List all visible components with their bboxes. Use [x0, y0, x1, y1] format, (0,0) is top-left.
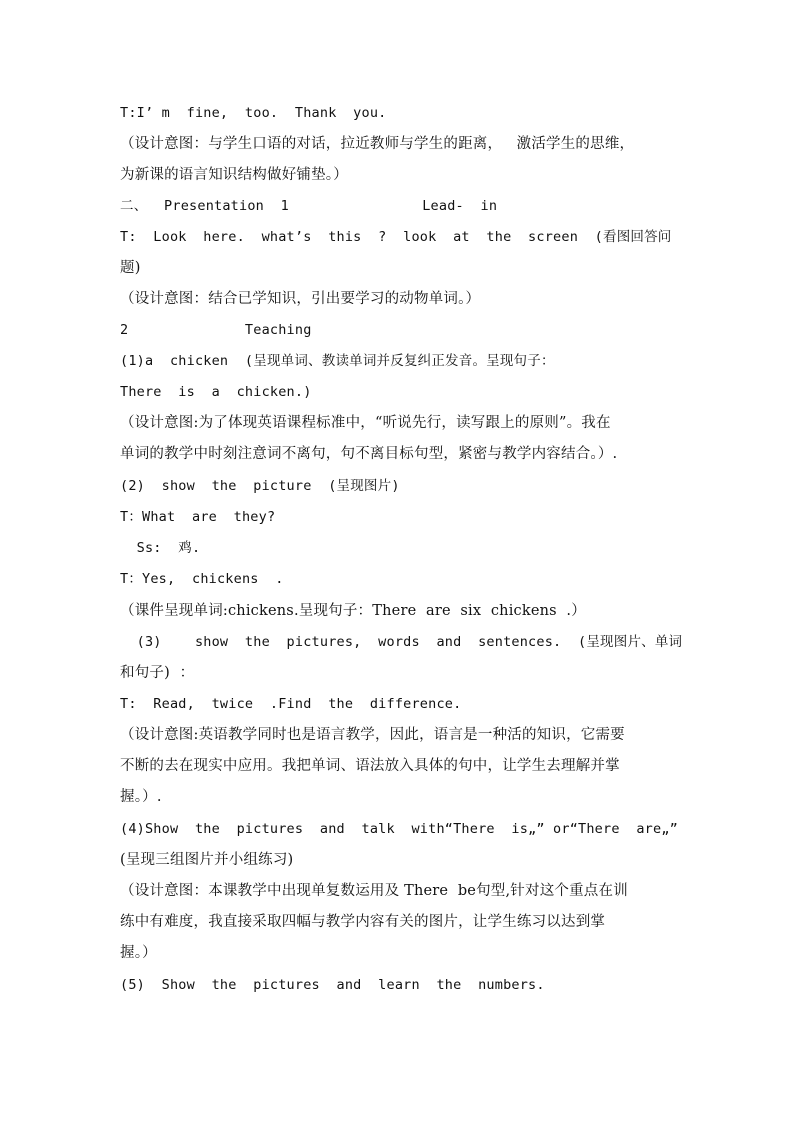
text-line: (1)a chicken (呈现单词、教读单词并反复纠正发音。呈现句子： [120, 353, 555, 369]
text-line: （设计意图：本课教学中出现单复数运用及 There be句型,针对这个重点在训 [120, 883, 628, 899]
text-line: （设计意图:为了体现英语课程标准中，“听说先行，读写跟上的原则”。我在 [120, 415, 611, 431]
text-line: 握。） [120, 945, 157, 961]
text-line: 握。）. [120, 789, 162, 805]
subsection-heading: 2 Teaching [120, 322, 312, 338]
text-line: 练中有难度，我直接采取四幅与教学内容有关的图片，让学生练习以达到掌 [120, 914, 606, 930]
text-line: T:I’ m fine, too. Thank you. [120, 105, 387, 121]
text-line: （设计意图：与学生口语的对话，拉近教师与学生的距离， 激活学生的思维， [120, 136, 635, 152]
text-line: 不断的去在现实中应用。我把单词、语法放入具体的句中，让学生去理解并掌 [120, 758, 620, 774]
text-line: T：Yes, chickens . [120, 571, 284, 587]
text-line: Ss: 鸡. [120, 540, 201, 556]
text-line: (2) show the picture (呈现图片) [120, 478, 400, 494]
section-heading: 二、 Presentation 1 Lead- in [120, 198, 498, 214]
text-line: There is a chicken.) [120, 384, 312, 400]
text-line: T: Look here. what’s this ? look at the screen (看图回答问 [120, 229, 672, 245]
text-line: 和句子) ： [120, 665, 195, 681]
text-line: 为新课的语言知识结构做好铺垫。） [120, 167, 348, 183]
text-line: 单词的教学中时刻注意词不离句，句不离目标句型，紧密与教学内容结合。）. [120, 446, 618, 462]
text-line: (5) Show the pictures and learn the numbers. [120, 977, 545, 993]
text-line: （设计意图：结合已学知识，引出要学习的动物单词。） [120, 291, 481, 307]
text-line: 题) [120, 260, 141, 276]
text-line: (3) show the pictures, words and sentences. (呈现图片、单词 [120, 634, 683, 650]
text-line: T: Read, twice .Find the difference. [120, 696, 462, 712]
text-line: （设计意图:英语教学同时也是语言教学，因此，语言是一种活的知识，它需要 [120, 727, 625, 743]
text-line: (呈现三组图片并小组练习) [120, 852, 294, 868]
text-line: T：What are they? [120, 509, 276, 525]
text-line: （课件呈现单词:chickens.呈现句子：There are six chickens .） [120, 603, 586, 619]
text-line: (4)Show the pictures and talk with“There is„” or“There are„” [120, 821, 678, 837]
